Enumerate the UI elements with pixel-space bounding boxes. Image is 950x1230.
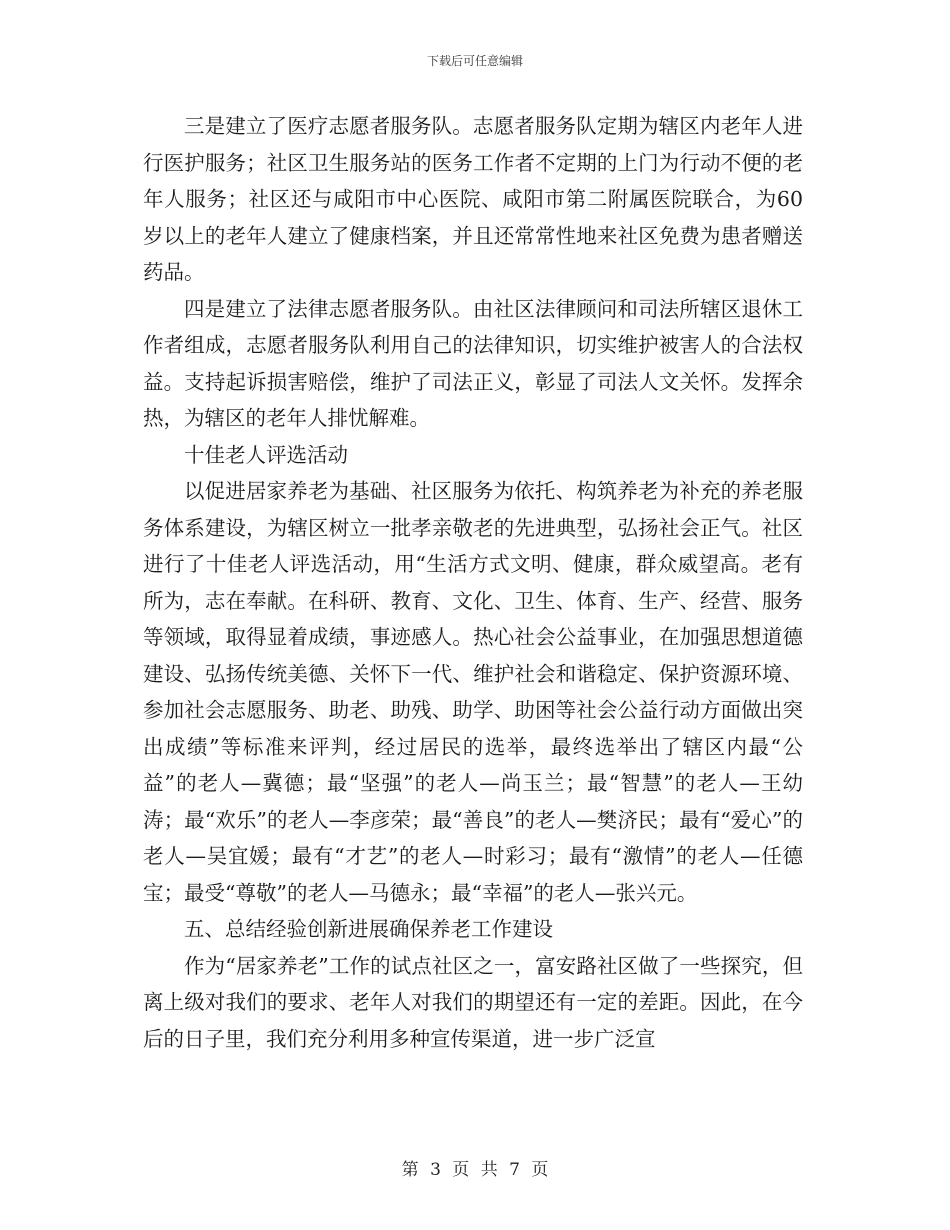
paragraph-summary: 作为“居家养老”工作的试点社区之一，富安路社区做了一些探究，但离上级对我们的要求、老年人对我们的期望还有一定的差距。因此，在今后的日子里，我们充分利用多种宣传渠道，进一步广泛宣 bbox=[143, 953, 803, 1051]
paragraph-legal-volunteers: 四是建立了法律志愿者服务队。由社区法律顾问和司法所辖区退休工作者组成，志愿者服务队利用自己的法律知识，切实维护被害人的合法权益。支持起诉损害赔偿，维护了司法正义，彰显了司法人文关怀。发挥余热，为辖区的老年人排忧解难。 bbox=[143, 296, 803, 430]
page-number-footer: 第 3 页 共 7 页 bbox=[401, 1160, 549, 1180]
section-heading-top-ten-elders: 十佳老人评选活动 bbox=[184, 442, 348, 467]
page-header: 下载后可任意编辑 bbox=[426, 54, 523, 68]
section-heading-summary: 五、总结经验创新进展确保养老工作建设 bbox=[184, 917, 553, 941]
document-body bbox=[143, 108, 803, 1057]
paragraph-top-ten-elders: 以促进居家养老为基础、社区服务为依托、构筑养老为补充的养老服务体系建设，为辖区树立一批孝亲敬老的先进典型，弘扬社会正气。社区进行了十佳老人评选活动，用“生活方式文明、健康，群众威望高。老有所为，志在奉献。在科研、教育、文化、卫生、体育、生产、经营、服务等领域，取得显着成绩，事迹感人。热心社会公益事业，在加强思想道德建设、弘扬传统美德、关怀下一代、维护社会和谐稳定、保护资源环境、参加社会志愿服务、助老、助残、助学、助困等社会公益行动方面做出突出成绩”等标准来评判，经过居民的选举，最终选举出了辖区内最“公益”的老人—冀德；最“坚强”的老人—尚玉兰；最“智慧”的老人—王幼涛；最“欢乐”的老人—李彦荣；最“善良”的老人—樊济民；最有“爱心”的老人—吴宜媛；最有“才艺”的老人—时彩习；最有“激情”的老人—任德宝；最受“尊敬”的老人—马德永；最“幸福”的老人—张兴元。 bbox=[143, 479, 803, 905]
paragraph-medical-volunteers: 三是建立了医疗志愿者服务队。志愿者服务队定期为辖区内老年人进行医护服务；社区卫生服务站的医务工作者不定期的上门为行动不便的老年人服务；社区还与咸阳市中心医院、咸阳市第二附属医院联合，为60岁以上的老年人建立了健康档案，并且还常常性地来社区免费为患者赠送药品。 bbox=[143, 114, 803, 284]
